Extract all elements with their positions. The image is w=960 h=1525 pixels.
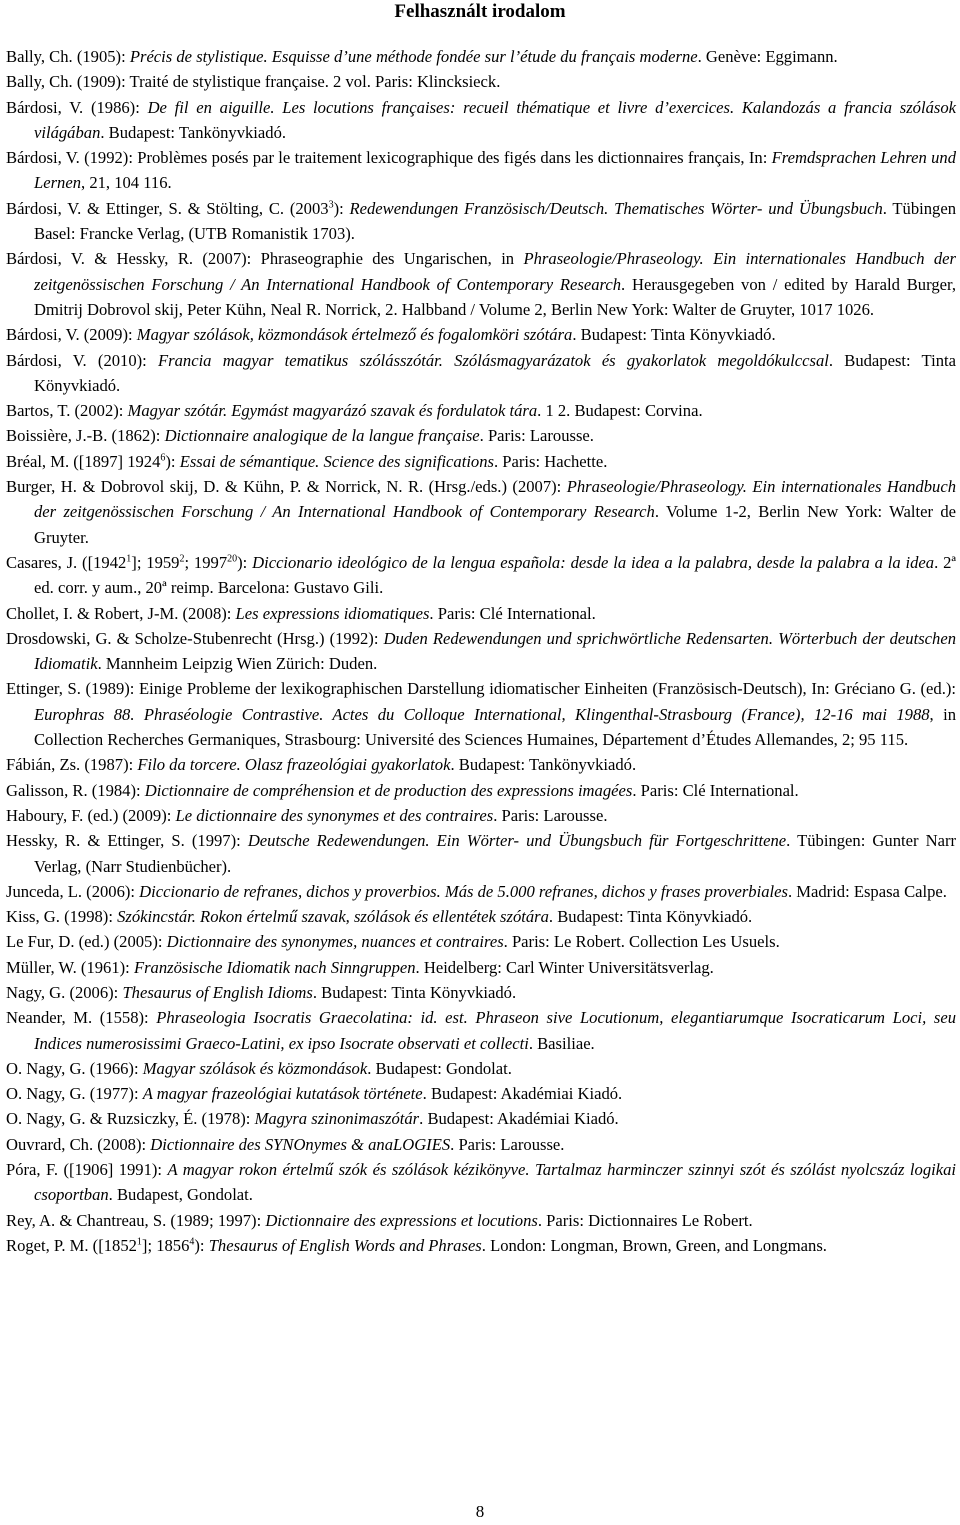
reference-title: Dictionnaire de compréhension et de production des expressions imagées (144, 780, 633, 800)
reference-text: Bally, Ch. (1905): (6, 47, 130, 66)
reference-title: Diccionario de refranes, dichos y proverbios. Más de 5.000 refranes, dichos y frases proverbiales (139, 881, 788, 901)
reference-text: . Budapest: Tankönyvkiadó. (100, 122, 287, 142)
reference-text: Ettinger, S. (1989): Einige Probleme der lexikographischen Darstellung idiomatischer Einheiten (Französisch-Deutsch), In: Gréciano G. (ed.): (6, 679, 956, 699)
reference-title: Magyra szinonimaszótár (254, 1109, 420, 1129)
reference-text: O. Nagy, G. & Ruzsiczky, É. (1978): (6, 1109, 255, 1129)
reference-title: Précis de stylistique. Esquisse d’une méthode fondée sur l’étude du français moderne (129, 47, 698, 66)
reference-text: Bréal, M. ([1897] 1924 (6, 451, 161, 471)
reference-superscript: 20 (227, 553, 238, 565)
reference-text: . Budapest: Tankönyvkiadó. (450, 755, 637, 775)
reference-title: Phraseologie/Phraseology. Ein internationales Handbuch der zeitgenössischen Forschung / An International Handbook of Contemporary Research (34, 249, 956, 294)
reference-text: . Paris: Larousse. (450, 1134, 565, 1154)
reference-text: Bally, Ch. (1909): Traité de stylistique française. 2 vol. Paris: Klincksieck. (6, 72, 501, 92)
reference-title: Europhras 88. Phraséologie Contrastive. Actes du Colloque International, Klingenthal-Strasbourg (France), 12-16 mai 1988 (34, 704, 930, 724)
reference-title: Dictionnaire des SYNOnymes & anaLOGIES (150, 1134, 451, 1154)
reference-title: Thesaurus of English Idioms (122, 982, 313, 1002)
reference-text: . Herausgegeben von / edited by Harald Burger, Dmitrij Dobrovol skij, Peter Kühn, Neal R. Norrick, 2. Halbband / Volume 2, Berlin New York: Walter de Gruyter, 1017 1026. (34, 274, 956, 319)
reference-text: . Basiliae. (528, 1033, 595, 1053)
reference-text: ; 1997 (184, 552, 228, 572)
reference-text: Haboury, F. (ed.) (2009): (6, 805, 176, 825)
reference-title: Phraseologie/Phraseology. Ein internationales Handbuch der zeitgenössischen Forschung / An International Handbook of Contemporary Research (34, 477, 956, 522)
reference-text: Galisson, R. (1984): (6, 780, 145, 800)
reference-entry (6, 44, 956, 69)
reference-title: Dictionnaire des expressions et locutions (265, 1210, 538, 1230)
reference-text: Nagy, G. (2006): (6, 982, 123, 1002)
reference-entry (6, 246, 956, 322)
reference-entry (6, 803, 956, 828)
reference-entry (6, 1106, 956, 1131)
reference-text: . Madrid: Espasa Calpe. (787, 881, 947, 901)
reference-text: . Budapest: Gondolat. (367, 1058, 512, 1078)
reference-text: ): (165, 451, 180, 471)
reference-text: . Paris: Larousse. (493, 805, 608, 825)
reference-title: Französische Idiomatik nach Sinngruppen (133, 957, 416, 977)
reference-entry (6, 955, 956, 980)
reference-title: A magyar frazeológiai kutatások története (142, 1084, 423, 1104)
reference-entry (6, 95, 956, 146)
reference-entry (6, 904, 956, 929)
reference-text: . Volume 1-2, Berlin New York: Walter de Gruyter. (34, 502, 956, 547)
reference-entry (6, 1157, 956, 1208)
reference-text: . Tübingen: Gunter Narr Verlag, (Narr Studienbücher). (34, 831, 956, 876)
reference-text: Bárdosi, V. & Hessky, R. (2007): Phraseographie des Ungarischen, in (6, 249, 524, 269)
reference-text: . Paris: Hachette. (494, 451, 608, 471)
reference-text: Bárdosi, V. (2009): (6, 325, 137, 345)
reference-text: . Paris: Larousse. (479, 426, 594, 446)
reference-title: Francia magyar tematikus szólásszótár. Szólásmagyarázatok és gyakorlatok megoldókulccsal (158, 350, 829, 370)
reference-title: De fil en aiguille. Les locutions françaises: recueil thématique et livre d’exercices. Kalandozás a francia szólások világában (34, 97, 956, 142)
reference-text: . London: Longman, Brown, Green, and Longmans. (481, 1235, 827, 1255)
reference-title: Redewendungen Französisch/Deutsch. Thematisches Wörter- und Übungsbuch (349, 198, 883, 218)
reference-title: Dictionnaire des synonymes, nuances et contraires (166, 932, 504, 952)
reference-entry (6, 145, 956, 196)
reference-text: ]; 1959 (131, 552, 180, 572)
reference-title: Magyar szótár. Egymást magyarázó szavak és fordulatok tára (127, 401, 538, 421)
reference-text: . Mannheim Leipzig Wien Zürich: Duden. (97, 654, 378, 674)
reference-text: . Paris: Clé International. (632, 780, 799, 800)
reference-entry (6, 1233, 956, 1258)
reference-text: O. Nagy, G. (1966): (6, 1058, 143, 1078)
reference-text: ): (194, 1235, 209, 1255)
reference-text: Casares, J. ([1942 (6, 552, 127, 572)
reference-title: Deutsche Redewendungen. Ein Wörter- und Übungsbuch für Fortgeschrittene (247, 831, 787, 851)
reference-text: . Budapest: Akadémiai Kiadó. (419, 1109, 619, 1129)
reference-entry (6, 423, 956, 448)
reference-text: Kiss, G. (1998): (6, 907, 118, 927)
reference-entry (6, 348, 956, 399)
reference-text: Drosdowski, G. & Scholze-Stubenrecht (Hrsg.) (1992): (6, 628, 384, 648)
reference-text: Burger, H. & Dobrovol skij, D. & Kühn, P. & Norrick, N. R. (Hrsg./eds.) (2007): (6, 477, 567, 497)
reference-entry (6, 322, 956, 347)
reference-entry (6, 1056, 956, 1081)
reference-title: Dictionnaire analogique de la langue française (164, 426, 480, 446)
reference-text: Hessky, R. & Ettinger, S. (1997): (6, 831, 248, 851)
reference-text: Neander, M. (1558): (6, 1008, 157, 1028)
reference-entry (6, 676, 956, 752)
reference-entry (6, 474, 956, 550)
reference-text: Roget, P. M. ([1852 (6, 1235, 137, 1255)
reference-entry (6, 828, 956, 879)
reference-title: Essai de sémantique. Science des significations (179, 451, 494, 471)
reference-superscript: 3 (328, 199, 334, 211)
reference-title: Diccionario ideológico de la lengua española: desde la idea a la palabra, desde la palabra a la idea (252, 552, 935, 572)
reference-text: . Heidelberg: Carl Winter Universitätsverlag. (415, 957, 714, 977)
reference-text: . Tübingen Basel: Francke Verlag, (UTB Romanistik 1703). (34, 198, 957, 244)
reference-text: Chollet, I. & Robert, J-M. (2008): (6, 603, 236, 623)
reference-superscript: 1 (136, 1236, 142, 1248)
reference-text: Müller, W. (1961): (6, 957, 134, 977)
reference-text: Ouvrard, Ch. (2008): (6, 1134, 151, 1154)
reference-text: . Budapest: Tinta Könyvkiadó. (548, 907, 753, 927)
reference-title: Thesaurus of English Words and Phrases (208, 1235, 482, 1255)
reference-title: Magyar szólások, közmondások értelmező és fogalomköri szótára (136, 325, 573, 345)
reference-text: . Budapest, Gondolat. (108, 1185, 253, 1205)
reference-entry (6, 929, 956, 954)
reference-text: . 2ª ed. corr. y aum., 20ª reimp. Barcelona: Gustavo Gili. (34, 552, 956, 598)
reference-text: . Budapest: Tinta Könyvkiadó. (312, 982, 517, 1002)
reference-text: O. Nagy, G. (1977): (6, 1084, 143, 1104)
reference-text: , in Collection Recherches Germaniques, Strasbourg: Université des Sciences Humaines, Département d’Études Allemandes, 2; 95 115. (34, 704, 956, 750)
reference-text: . Budapest: Tinta Könyvkiadó. (572, 325, 776, 345)
reference-text: . Paris: Clé International. (429, 603, 596, 623)
reference-title: Fremdsprachen Lehren und Lernen (34, 148, 956, 193)
reference-entry (6, 601, 956, 626)
page-title: Felhasznált irodalom (394, 1, 566, 22)
reference-entry (6, 1005, 956, 1056)
reference-text: Bárdosi, V. (1986): (6, 97, 148, 117)
reference-text: Le Fur, D. (ed.) (2005): (6, 932, 167, 952)
reference-text: Junceda, L. (2006): (6, 881, 140, 901)
reference-text: . Paris: Le Robert. Collection Les Usuels. (503, 932, 780, 952)
reference-entry (6, 980, 956, 1005)
reference-entry (6, 778, 956, 803)
reference-title: Le dictionnaire des synonymes et des contraires (175, 805, 494, 825)
reference-text: . 1 2. Budapest: Corvina. (537, 401, 703, 421)
reference-superscript: 1 (126, 553, 132, 565)
reference-text: Bartos, T. (2002): (6, 401, 128, 421)
reference-title: A magyar rokon értelmű szók és szólások kézikönyve. Tartalmaz harminczer szinnyi szót és szólást nyolcszáz logikai csoportban (34, 1160, 957, 1205)
reference-list (6, 44, 956, 1258)
reference-entry (6, 196, 956, 247)
reference-title: Les expressions idiomatiques (235, 603, 430, 623)
reference-entry (6, 1208, 956, 1233)
reference-text: . Genève: Eggimann. (697, 47, 838, 66)
reference-text: . Paris: Dictionnaires Le Robert. (537, 1210, 753, 1230)
reference-text: ): (237, 552, 253, 572)
reference-entry (6, 69, 956, 94)
reference-superscript: 2 (179, 553, 185, 565)
reference-title: Duden Redewendungen und sprichwörtliche Redensarten. Wörterbuch der deutschen Idiomatik (34, 628, 956, 674)
page-number: 8 (475, 1502, 485, 1521)
reference-text: Bárdosi, V. (2010): (6, 350, 159, 370)
reference-entry (6, 1132, 956, 1157)
reference-entry (6, 626, 956, 677)
reference-title: Phraseologia Isocratis Graecolatina: id. est. Phraseon sive Locutionum, elegantiarumque Isocraticarum Loci, seu Indices numerosissimi Graeco-Latini, ex ipso Isocrate observati et collecti (34, 1008, 956, 1053)
reference-entry (6, 449, 956, 474)
reference-entry (6, 398, 956, 423)
reference-text: ): (333, 198, 350, 218)
reference-text: Rey, A. & Chantreau, S. (1989; 1997): (6, 1210, 266, 1230)
reference-text: Bárdosi, V. & Ettinger, S. & Stölting, C. (2003 (6, 198, 329, 218)
reference-entry (6, 879, 956, 904)
reference-title: Szókincstár. Rokon értelmű szavak, szólások és ellentétek szótára (117, 907, 549, 927)
reference-title: Filo da torcere. Olasz frazeológiai gyakorlatok (137, 755, 451, 775)
reference-text: . Budapest: Akadémiai Kiadó. (422, 1084, 623, 1104)
reference-text: Fábián, Zs. (1987): (6, 755, 138, 775)
reference-entry (6, 550, 956, 601)
reference-text: . Budapest: Tinta Könyvkiadó. (34, 350, 956, 395)
reference-text: Póra, F. ([1906] 1991): (6, 1160, 168, 1180)
reference-text: Bárdosi, V. (1992): Problèmes posés par le traitement lexicographique des figés dans les dictionnaires français, In: (6, 148, 772, 168)
reference-entry (6, 752, 956, 777)
reference-superscript: 4 (189, 1236, 195, 1248)
reference-superscript: 6 (160, 452, 166, 464)
reference-title: Magyar szólások és közmondások (142, 1058, 368, 1078)
reference-text: , 21, 104 116. (81, 173, 172, 193)
reference-text: Boissière, J.-B. (1862): (6, 426, 165, 446)
reference-text: ]; 1856 (141, 1235, 190, 1255)
reference-entry (6, 1081, 956, 1106)
